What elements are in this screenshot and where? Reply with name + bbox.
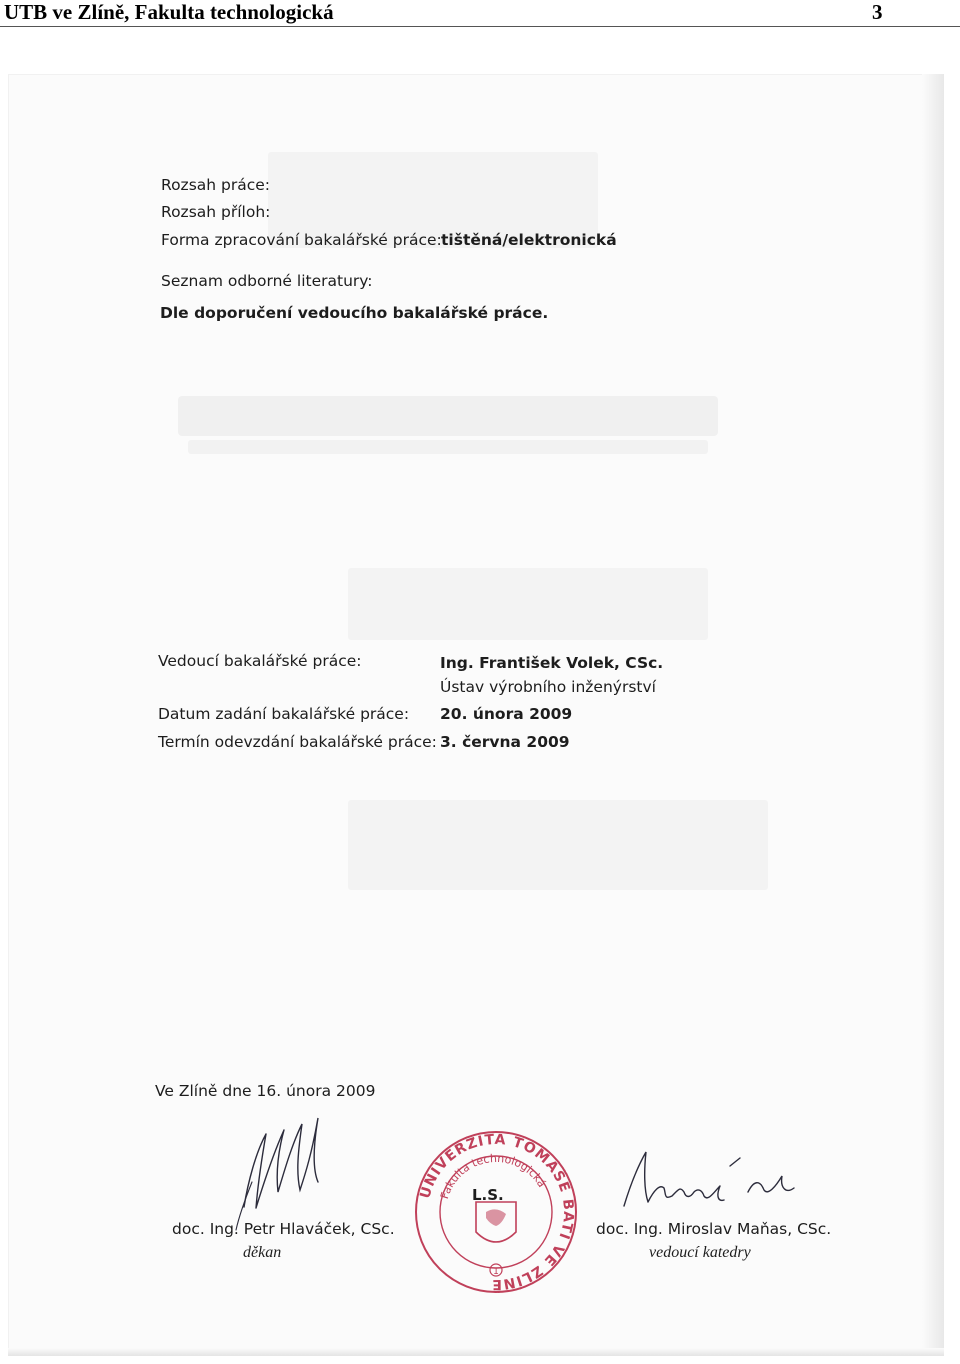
scanned-document (8, 74, 944, 1356)
rozsah-prace-label: Rozsah práce: (161, 176, 271, 194)
bleed-through-block-mid (348, 568, 708, 640)
datum-zadani-label: Datum zadání bakalářské práce: (158, 705, 410, 723)
place-date: Ve Zlíně dne 16. února 2009 (155, 1082, 376, 1100)
svg-text:UNIVERZITA TOMÁŠE BATI VE ZLÍN: UNIVERZITA TOMÁŠE BATI VE ZLÍNĚ (417, 1131, 577, 1293)
stamp-ls: L.S. (472, 1186, 504, 1204)
seznam-value: Dle doporučení vedoucího bakalářské práce. (160, 304, 549, 322)
forma-value: tištěná/elektronická (441, 231, 617, 249)
vedouci-ustav: Ústav výrobního inženýrství (440, 678, 656, 696)
forma-label: Forma zpracování bakalářské práce: (161, 231, 442, 249)
svg-text:Fakulta technologická: Fakulta technologická (437, 1151, 549, 1201)
rozsah-priloh-label: Rozsah příloh: (161, 203, 271, 221)
stamp-seal-icon (412, 1128, 580, 1296)
head-role: vedoucí katedry (649, 1244, 751, 1261)
datum-zadani-value: 20. února 2009 (440, 705, 573, 723)
bleed-through-heading (178, 396, 718, 436)
vedouci-label: Vedoucí bakalářské práce: (158, 652, 362, 670)
scan-shadow-edge (922, 74, 944, 1356)
bleed-through-subheading (188, 440, 708, 454)
bleed-through-block-low (348, 800, 768, 890)
dean-signature-icon (226, 1112, 336, 1234)
header-title: UTB ve Zlíně, Fakulta technologická (4, 0, 334, 24)
scan-bottom-edge (8, 1348, 944, 1356)
dean-name: doc. Ing. Petr Hlaváček, CSc. (172, 1220, 395, 1238)
vedouci-name: Ing. František Volek, CSc. (440, 654, 664, 672)
university-stamp (412, 1128, 580, 1296)
seznam-label: Seznam odborné literatury: (161, 272, 373, 290)
head-signature-icon (620, 1146, 800, 1216)
svg-text:1: 1 (493, 1267, 499, 1277)
dean-role: děkan (243, 1244, 282, 1261)
termin-value: 3. června 2009 (440, 733, 570, 751)
head-name: doc. Ing. Miroslav Maňas, CSc. (596, 1220, 832, 1238)
page-number: 3 (872, 0, 883, 24)
page-header (0, 0, 960, 27)
termin-label: Termín odevzdání bakalářské práce: (158, 733, 437, 751)
